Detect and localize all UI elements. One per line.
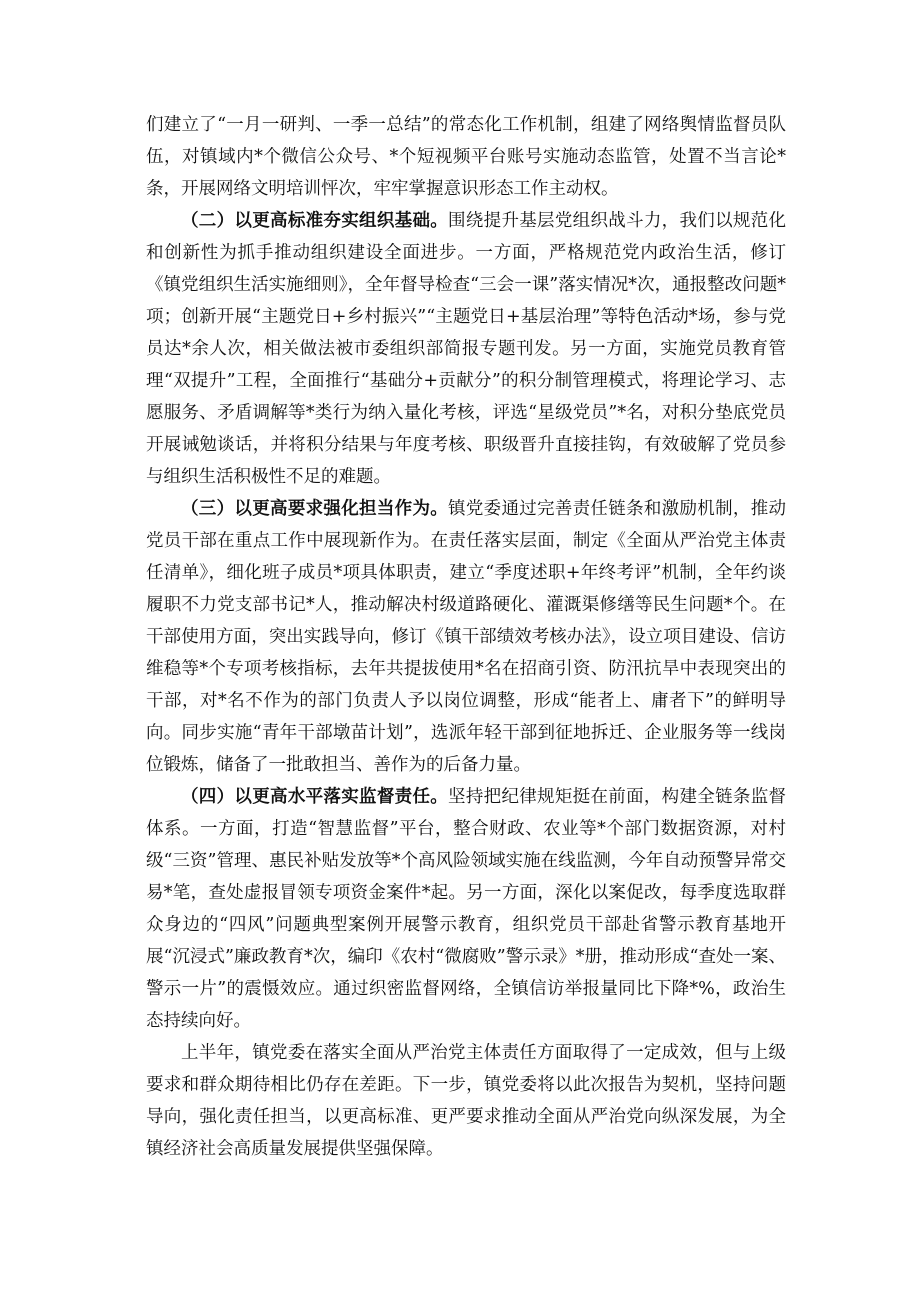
paragraph-section-3 — [146, 493, 786, 781]
paragraph-conclusion — [146, 1037, 786, 1165]
paragraph-text: 坚持把纪律规矩挺在前面，构建全链条监督体系。一方面，打造“智慧监督”平台，整合财政、农业等*个部门数据资源，对村级“三资”管理、惠民补贴发放等*个高风险领域实施在线监测，今年自动预警异常交易*笔，查处虚报冒领专项资金案件*起。另一方面，深化以案促改，每季度选取群众身边的“四风”问题典型案例开展警示教育，组织党员干部赴省警示教育基地开展“沉浸式”廉政教育*次，编印《农村“微腐败”警示录》*册，推动形成“查处一案、警示一片”的震慑效应。通过织密监督网络，全镇信访举报量同比下降*%，政治生态持续向好。 — [146, 787, 787, 1031]
paragraph-text: 围绕提升基层党组织战斗力，我们以规范化和创新性为抓手推动组织建设全面进步。一方面，严格规范党内政治生活，修订《镇党组织生活实施细则》，全年督导检查“三会一课”落实情况*次，通报整改问题*项；创新开展“主题党日+乡村振兴”“主题党日+基层治理”等特色活动*场，参与党员达*余人次，相关做法被市委组织部简报专题刊发。另一方面，实施党员教育管理“双提升”工程，全面推行“基础分+贡献分”的积分制管理模式，将理论学习、志愿服务、矛盾调解等*类行为纳入量化考核，评选“星级党员”*名，对积分垫底党员开展诫勉谈话，并将积分结果与年度考核、职级晋升直接挂钩，有效破解了党员参与组织生活积极性不足的难题。 — [146, 211, 787, 487]
paragraph-text: 们建立了“一月一研判、一季一总结”的常态化工作机制，组建了网络舆情监督员队伍，对镇域内*个微信公众号、*个短视频平台账号实施动态监管，处置不当言论*条，开展网络文明培训怦次，牢牢掌握意识形态工作主动权。 — [146, 115, 786, 199]
section-heading: （四）以更高水平落实监督责任。 — [181, 787, 449, 807]
paragraph-text: 镇党委通过完善责任链条和激励机制，推动党员干部在重点工作中展现新作为。在责任落实层面，制定《全面从严治党主体责任清单》，细化班子成员*项具体职责，建立“季度述职+年终考评”机制，全年约谈履职不力党支部书记*人，推动解决村级道路硬化、灌溉渠修缮等民生问题*个。在干部使用方面，突出实践导向，修订《镇干部绩效考核办法》，设立项目建设、信访维稳等*个专项考核指标，去年共提拔使用*名在招商引资、防汛抗旱中表现突出的干部，对*名不作为的部门负责人予以岗位调整，形成“能者上、庸者下”的鲜明导向。同步实施“青年干部墩苗计划”，选派年轻干部到征地拆迁、企业服务等一线岗位锻炼，储备了一批敢担当、善作为的后备力量。 — [146, 499, 787, 775]
section-heading: （二）以更高标准夯实组织基础。 — [181, 211, 449, 231]
paragraph-text: 上半年，镇党委在落实全面从严治党主体责任方面取得了一定成效，但与上级要求和群众期待相比仍存在差距。下一步，镇党委将以此次报告为契机，坚持问题导向，强化责任担当，以更高标准、更严要求推动全面从严治党向纵深发展，为全镇经济社会高质量发展提供坚强保障。 — [146, 1043, 786, 1159]
document-body — [146, 109, 786, 1165]
section-heading: （三）以更高要求强化担当作为。 — [181, 499, 449, 519]
paragraph-section-2 — [146, 205, 786, 493]
paragraph-continuation — [146, 109, 786, 205]
paragraph-section-4 — [146, 781, 786, 1037]
